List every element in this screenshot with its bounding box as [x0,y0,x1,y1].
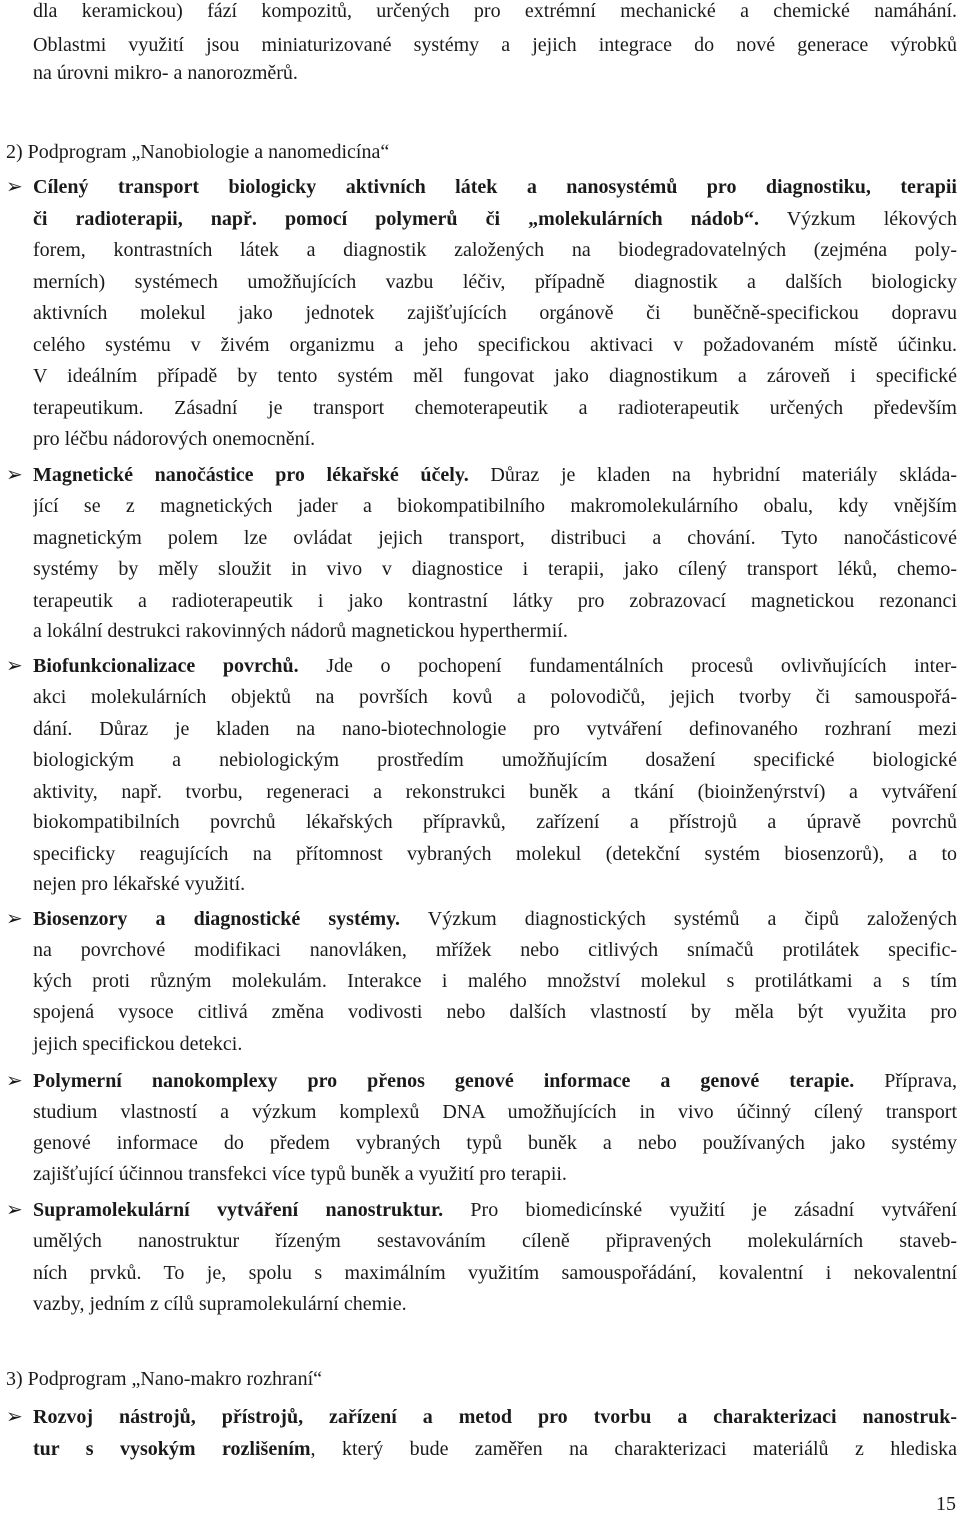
bullet-title: Supramolekulární vytváření nanostruktur. [33,1199,444,1221]
bullet-text-line: zajišťující účinnou transfekci více typů buněk a využití pro terapii. [33,1163,567,1185]
bullet-text: , který bude zaměřen na charakterizaci materiálů z hlediska [310,1438,957,1460]
bullet-text-line: terapeutik a radioterapeutik i jako kontrastní látky pro zobrazovací magnetickou rezonanci [33,590,957,612]
page-number: 15 [936,1493,956,1515]
bullet-text-line: V ideálním případě by tento systém měl fungovat jako diagnostikum a zároveň i specifické [33,365,957,387]
bullet-text-line [33,1196,957,1224]
section-heading: 3) Podprogram „Nano-makro rozhraní“ [6,1368,322,1390]
bullet-text-line: spojená vysoce citlivá změna vodivosti nebo dalších vlastností by měla být využita pro [33,1001,957,1023]
bullet-text-line [33,205,957,233]
bullet-text-line: jící se z magnetických jader a biokompatibilního makromolekulárního obalu, kdy vnějším [33,495,957,517]
intro-line: na úrovni mikro- a nanorozměrů. [33,62,298,84]
bullet-text-line [33,905,957,933]
arrowhead-bullet-icon: ➢ [6,655,23,677]
arrowhead-bullet-icon: ➢ [6,1406,23,1428]
bullet-text: Výzkum diagnostických systémů a čipů založených [400,908,957,930]
bullet-text-line: biokompatibilních povrchů lékařských přípravků, zařízení a přístrojů a úpravě povrchů [33,811,957,833]
bullet-text-line: systémy by měly sloužit in vivo v diagnostice i terapii, jako cílený transport léků, chemo- [33,558,957,580]
bullet-text-line: ních prvků. To je, spolu s maximálním využitím samouspořádání, kovalentní i nekovalentní [33,1262,957,1284]
bullet-title: či radioterapii, např. pomocí polymerů či „molekulárních nádob“. [33,208,760,230]
bullet-text-line [33,1067,957,1095]
arrowhead-bullet-icon: ➢ [6,176,23,198]
bullet-text: Příprava, [854,1070,957,1092]
bullet-text-line [33,461,957,489]
intro-line: Oblastmi využití jsou miniaturizované systémy a jejich integrace do nové generace výrobků [33,34,957,56]
bullet-text-line [33,1435,957,1463]
bullet-text-line: forem, kontrastních látek a diagnostik založených na biodegradovatelných (zejména poly- [33,239,957,261]
arrowhead-bullet-icon: ➢ [6,464,23,486]
bullet-text-line: na povrchové modifikaci nanovláken, mřížek nebo citlivých snímačů protilátek specific- [33,939,957,961]
bullet-title: tur s vysokým rozlišením [33,1438,311,1460]
bullet-text-line: nejen pro lékařské využití. [33,873,246,895]
arrowhead-bullet-icon: ➢ [6,1070,23,1092]
bullet-text-line: aktivity, např. tvorbu, regeneraci a rekonstrukci buněk a tkání (bioinženýrství) a vytváření [33,781,957,803]
bullet-title: Polymerní nanokomplexy pro přenos genové informace a genové terapie. [33,1070,855,1092]
bullet-text-line: a lokální destrukci rakovinných nádorů magnetickou hyperthermií. [33,620,568,642]
bullet-text-line: umělých nanostruktur řízeným sestavováním cíleně připravených molekulárních staveb- [33,1230,957,1252]
bullet-text-line: specificky reagujících na přítomnost vybraných molekul (detekční systém biosenzorů), a to [33,843,957,865]
intro-line: dla keramickou) fází kompozitů, určených pro extrémní mechanické a chemické namáhání. [33,0,957,22]
arrowhead-bullet-icon: ➢ [6,1199,23,1221]
bullet-title: Biosenzory a diagnostické systémy. [33,908,401,930]
bullet-text-line: merních) systémech umožňujících vazbu léčiv, případně diagnostik a dalších biologicky [33,271,957,293]
bullet-text-line [33,652,957,680]
bullet-text-line: genové informace do předem vybraných typů buněk a nebo používaných jako systémy [33,1132,957,1154]
bullet-title: Magnetické nanočástice pro lékařské účely. [33,464,469,486]
bullet-text-line: dání. Důraz je kladen na nano-biotechnologie pro vytváření definovaného rozhraní mezi [33,718,957,740]
bullet-text-line: studium vlastností a výzkum komplexů DNA umožňujících in vivo účinný cílený transport [33,1101,957,1123]
arrowhead-bullet-icon: ➢ [6,908,23,930]
bullet-title-line: Rozvoj nástrojů, přístrojů, zařízení a metod pro tvorbu a charakterizaci nanostruk- [33,1406,957,1428]
bullet-text-line: aktivních molekul jako jednotek zajišťujících orgánově či buněčně-specifickou dopravu [33,302,957,324]
section-heading: 2) Podprogram „Nanobiologie a nanomedicína“ [6,141,390,163]
bullet-text-line: celého systému v živém organizmu a jeho specifickou aktivaci v požadovaném místě účinku. [33,334,957,356]
bullet-text-line: vazby, jedním z cílů supramolekulární chemie. [33,1293,407,1315]
bullet-text-line: biologickým a nebiologickým prostředím umožňujícím dosažení specifické biologické [33,749,957,771]
bullet-text-line: kých proti různým molekulám. Interakce i malého množství molekul s protilátkami a s tím [33,970,957,992]
bullet-text: Výzkum lékových [759,208,957,230]
bullet-text-line: terapeutikum. Zásadní je transport chemoterapeutik a radioterapeutik určených především [33,397,957,419]
bullet-text: Důraz je kladen na hybridní materiály skláda- [468,464,957,486]
bullet-title-line: Cílený transport biologicky aktivních látek a nanosystémů pro diagnostiku, terapii [33,176,957,198]
bullet-text-line: magnetickým polem lze ovládat jejich transport, distribuci a chování. Tyto nanočásticové [33,527,957,549]
bullet-text-line: jejich specifickou detekci. [33,1033,243,1055]
bullet-text-line: pro léčbu nádorových onemocnění. [33,428,316,450]
bullet-text: Jde o pochopení fundamentálních procesů ovlivňujících inter- [298,655,957,677]
bullet-text-line: akci molekulárních objektů na površích kovů a polovodičů, jejich tvorby či samouspořá- [33,686,957,708]
bullet-title: Biofunkcionalizace povrchů. [33,655,299,677]
bullet-text: Pro biomedicínské využití je zásadní vytváření [443,1199,957,1221]
